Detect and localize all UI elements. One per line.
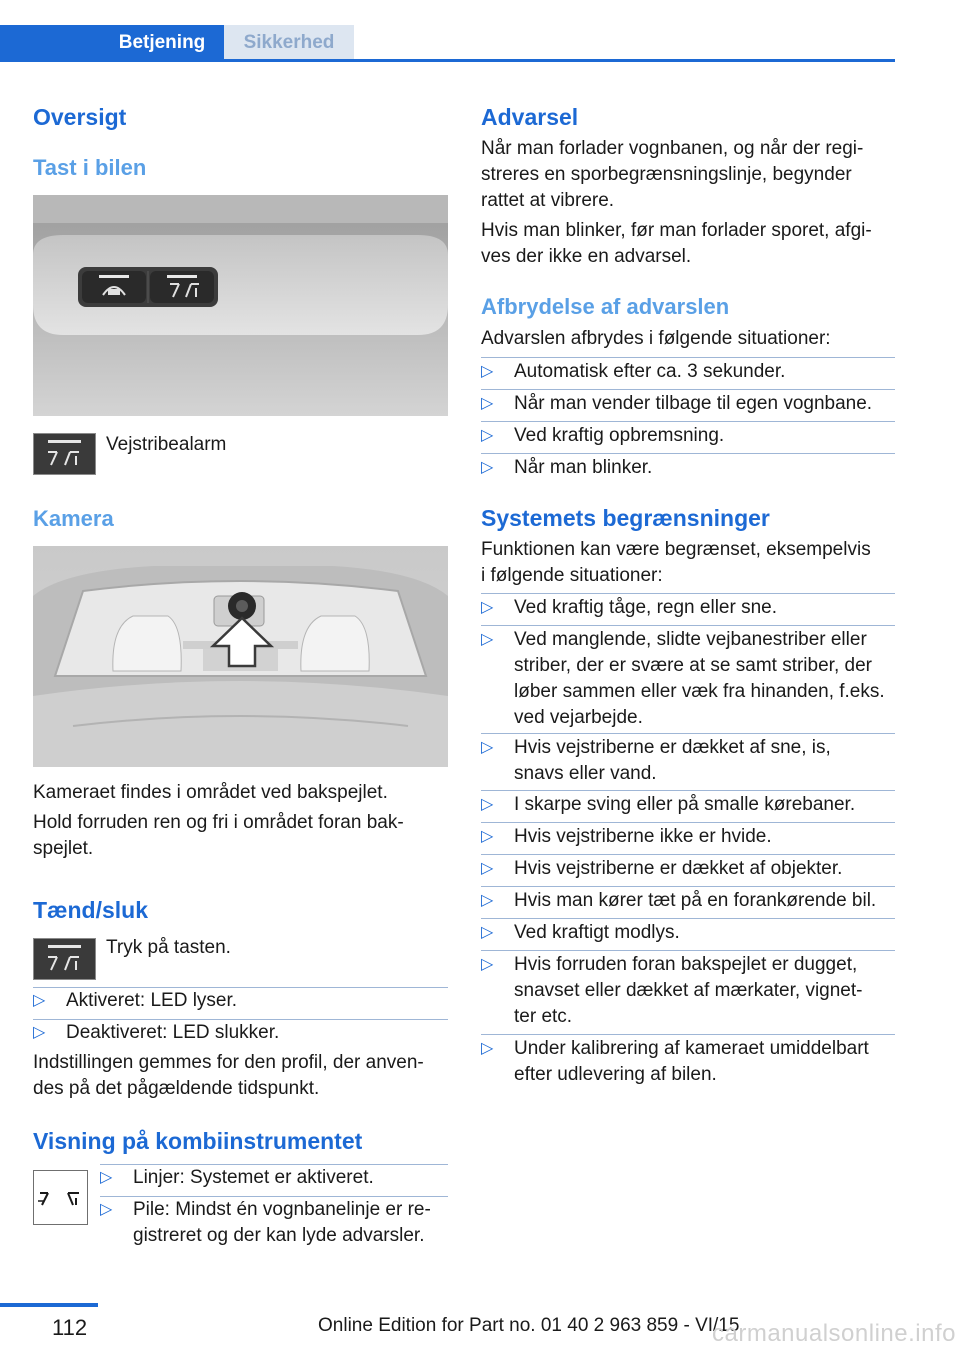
list-item: ▷ Pile: Mindst én vognbanelinje er re- [100, 1197, 431, 1223]
list-item: ▷ Når man vender tilbage til egen vognbane. [481, 391, 872, 417]
tab-sikkerhed[interactable]: Sikkerhed [224, 25, 354, 61]
divider [481, 1034, 895, 1035]
warning-text-1: Når man forlader vognbanen, og når der regi- [481, 138, 864, 159]
tab-bar [0, 0, 895, 62]
bullet-triangle-icon: ▷ [481, 892, 494, 909]
list-item-continuation: snavs eller vand. [514, 763, 657, 784]
divider [481, 733, 895, 734]
camera-text-2a: Hold forruden ren og fri i området foran bak- [33, 812, 404, 833]
list-item: ▷ Ved manglende, slidte vejbanestriber eller [481, 627, 867, 653]
bullet-triangle-icon: ▷ [33, 992, 46, 1009]
list-item: ▷ Under kalibrering af kameraet umiddelbart [481, 1036, 869, 1062]
bullet-triangle-icon: ▷ [481, 956, 494, 973]
divider [481, 790, 895, 791]
bullet-triangle-icon: ▷ [481, 739, 494, 756]
divider [481, 593, 895, 594]
divider [481, 625, 895, 626]
tab-underline [0, 59, 895, 62]
heading-visning: Visning på kombiinstrumentet [33, 1128, 363, 1154]
tab-betjening[interactable]: Betjening [0, 25, 224, 61]
list-item-continuation: ter etc. [514, 1006, 573, 1027]
watermark: carmanualsonline.info [712, 1320, 956, 1347]
bullet-triangle-icon: ▷ [100, 1201, 113, 1218]
settings-text-2: des på det pågældende tidspunkt. [33, 1078, 320, 1099]
list-item: ▷ I skarpe sving eller på smalle kørebaner. [481, 792, 855, 818]
divider [481, 389, 895, 390]
list-item-continuation: snavset eller dækket af mærkater, vignet- [514, 980, 863, 1001]
divider [481, 421, 895, 422]
divider [481, 918, 895, 919]
bullet-triangle-icon: ▷ [100, 1169, 113, 1186]
button-caption: Vejstribealarm [106, 434, 227, 455]
bullet-triangle-icon: ▷ [481, 459, 494, 476]
list-item-continuation: ved vejarbejde. [514, 707, 643, 728]
heading-afbrydelse: Afbrydelse af advarslen [481, 294, 730, 319]
list-item: ▷ Hvis vejstriberne er dækket af sne, is, [481, 735, 831, 761]
bullet-triangle-icon: ▷ [481, 599, 494, 616]
warning-text-5: ves der ikke en advarsel. [481, 246, 692, 267]
page-number: 112 [52, 1315, 88, 1340]
divider [481, 950, 895, 951]
footer-rule [0, 1303, 98, 1307]
list-item: ▷ Ved kraftigt modlys. [481, 920, 680, 946]
bullet-triangle-icon: ▷ [481, 796, 494, 813]
settings-text-1: Indstillingen gemmes for den profil, der anven- [33, 1052, 424, 1073]
list-item: ▷ Hvis vejstriberne ikke er hvide. [481, 824, 772, 850]
heading-kamera: Kamera [33, 506, 114, 531]
list-item-continuation: løber sammen eller væk fra hinanden, f.eks. [514, 681, 885, 702]
camera-text-1: Kameraet findes i området ved bakspejlet. [33, 782, 388, 803]
camera-text-2b: spejlet. [33, 838, 94, 859]
divider [481, 453, 895, 454]
list-item-continuation: gistreret og der kan lyde advarsler. [133, 1225, 425, 1246]
divider [481, 854, 895, 855]
list-item: ▷ Hvis man kører tæt på en forankørende bil. [481, 888, 876, 914]
warning-text-3: rattet at vibrere. [481, 190, 615, 211]
heading-taend-sluk: Tænd/sluk [33, 897, 149, 923]
heading-advarsel: Advarsel [481, 104, 579, 130]
list-item: ▷ Hvis vejstriberne er dækket af objekter. [481, 856, 842, 882]
divider [481, 822, 895, 823]
list-item: ▷ Aktiveret: LED lyser. [33, 988, 237, 1014]
lane-departure-button-icon [33, 433, 96, 475]
bullet-triangle-icon: ▷ [481, 860, 494, 877]
list-item-continuation: striber, der er svære at se samt striber, der [514, 655, 872, 676]
photo-camera-location [33, 546, 448, 767]
list-item: ▷ Automatisk efter ca. 3 sekunder. [481, 359, 785, 385]
interrupt-text: Advarslen afbrydes i følgende situationer: [481, 328, 831, 349]
heading-oversigt: Oversigt [33, 104, 127, 130]
list-item: ▷ Linjer: Systemet er aktiveret. [100, 1165, 374, 1191]
list-item: ▷ Hvis forruden foran bakspejlet er dugget, [481, 952, 857, 978]
bullet-triangle-icon: ▷ [481, 828, 494, 845]
warning-text-2: streres en sporbegrænsningslinje, begynder [481, 164, 852, 185]
limits-text-2: i følgende situationer: [481, 565, 663, 586]
list-item: ▷ Ved kraftig opbremsning. [481, 423, 724, 449]
list-item: ▷ Når man blinker. [481, 455, 652, 481]
photo-buttons-in-car [33, 195, 448, 416]
list-item: ▷ Ved kraftig tåge, regn eller sne. [481, 595, 777, 621]
bullet-triangle-icon: ▷ [33, 1024, 46, 1041]
bullet-triangle-icon: ▷ [481, 1040, 494, 1057]
bullet-triangle-icon: ▷ [481, 631, 494, 648]
bullet-triangle-icon: ▷ [481, 427, 494, 444]
divider [481, 357, 895, 358]
lane-display-symbol-icon [33, 1170, 88, 1225]
lane-departure-button-icon-2 [33, 938, 96, 980]
divider [481, 886, 895, 887]
bullet-triangle-icon: ▷ [481, 363, 494, 380]
list-item-continuation: efter udlevering af bilen. [514, 1064, 717, 1085]
edition-text: Online Edition for Part no. 01 40 2 963 859 - VI/15 [318, 1315, 740, 1336]
list-item: ▷ Deaktiveret: LED slukker. [33, 1020, 279, 1046]
bullet-triangle-icon: ▷ [481, 924, 494, 941]
heading-tast-i-bilen: Tast i bilen [33, 155, 147, 180]
bullet-triangle-icon: ▷ [481, 395, 494, 412]
warning-text-4: Hvis man blinker, før man forlader sporet, afgi- [481, 220, 872, 241]
heading-begraensninger: Systemets begrænsninger [481, 505, 770, 531]
onoff-text: Tryk på tasten. [106, 937, 231, 958]
limits-text-1: Funktionen kan være begrænset, eksempelvis [481, 539, 871, 560]
